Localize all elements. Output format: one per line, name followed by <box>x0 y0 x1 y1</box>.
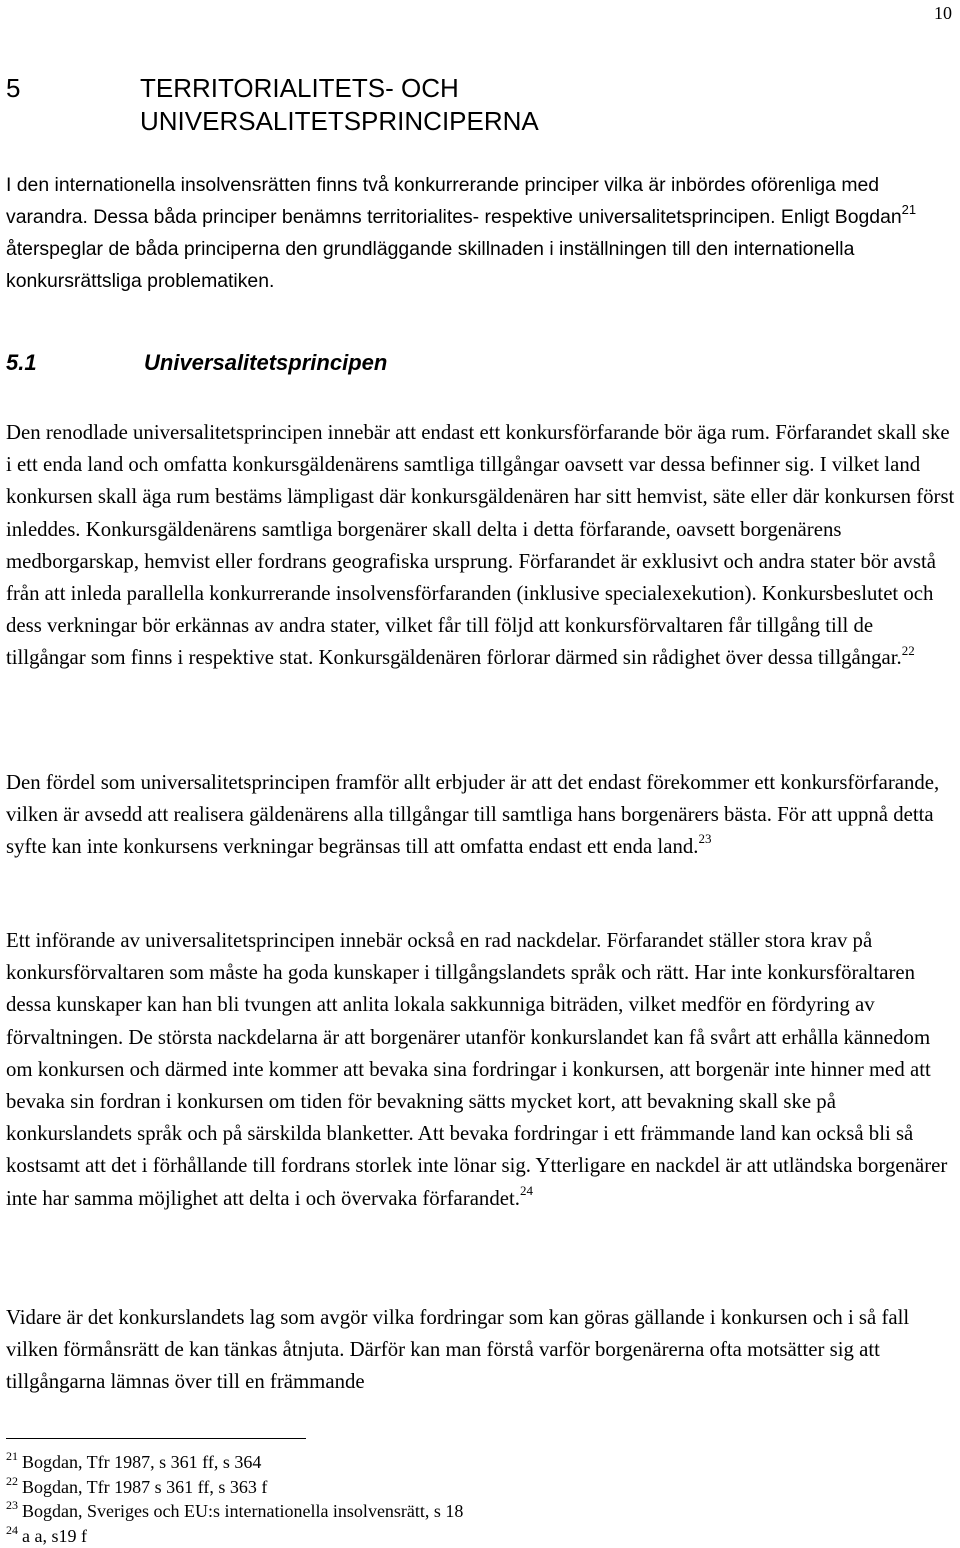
footnote-text: Bogdan, Sveriges och EU:s internationella insolvensrätt, s 18 <box>22 1501 463 1521</box>
footnote-24 <box>6 1524 463 1548</box>
footnotes <box>6 1450 463 1548</box>
intro-text-2: återspeglar de båda principerna den grundläggande skillnaden i inställningen till den internationella konkursrättsliga problematiken. <box>6 238 854 292</box>
footnote-23 <box>6 1499 463 1524</box>
paragraph-text: Den renodlade universalitetsprincipen innebär att endast ett konkursförfarande bör äga rum. Förfarandet skall ske i ett enda land och omfatta konkursgäldenärens samtliga tillgångar oavsett var dessa befinner sig. I vilket land konkursen skall äga rum bestäms lämpligast där konkursgäldenären har sitt hemvist, säte eller där konkursen först inleddes. Konkursgäldenärens samtliga borgenärer skall delta i detta förfarande, oavsett borgenärens medborgarskap, hemvist eller fordrans geografiska ursprung. Förfarandet är exklusivt och andra stater bör avstå från att inleda parallella konkurrerande insolvensförfaranden (inklusive specialexekution). Konkursbeslutet och dess verkningar bör erkännas av andra stater, vilket får till följd att konkursförvaltaren får tillgång till de tillgångar som finns i respektive stat. Konkursgäldenären förlorar därmed sin rådighet över dessa tillgångar. <box>6 421 954 669</box>
intro-paragraph <box>6 169 956 297</box>
paragraph-text: Den fördel som universalitetsprincipen framför allt erbjuder är att det endast förekommer ett konkursförfarande, vilken är avsedd att realisera gäldenärens alla tillgångar till samtliga hans borgenärers bästa. För att uppnå detta syfte kan inte konkursens verkningar begränsas till att omfatta endast ett enda land. <box>6 771 939 858</box>
paragraph-text: Vidare är det konkurslandets lag som avgör vilka fordringar som kan göras gällande i konkursen och i så fall vilken förmånsrätt de kan tänkas åtnjuta. Därför kan man förstå varför borgenärerna ofta motsätter sig att tillgångarna lämnas över till en främmande <box>6 1306 909 1393</box>
footnote-text: Bogdan, Tfr 1987 s 361 ff, s 363 f <box>22 1477 267 1497</box>
footnote-text: Bogdan, Tfr 1987, s 361 ff, s 364 <box>22 1452 261 1472</box>
section-number: 5.1 <box>6 350 37 376</box>
footnote-number: 22 <box>6 1469 18 1494</box>
footnote-divider <box>6 1438 306 1439</box>
chapter-number: 5 <box>6 72 20 105</box>
footnote-text: a a, s19 f <box>22 1526 87 1546</box>
body-paragraph-4 <box>6 1302 956 1399</box>
chapter-title: TERRITORIALITETS- OCH UNIVERSALITETSPRINCIPERNA <box>140 72 740 138</box>
footnote-21 <box>6 1450 463 1475</box>
footnote-ref-23: 23 <box>698 831 711 846</box>
footnote-ref-24: 24 <box>520 1183 533 1198</box>
footnote-22 <box>6 1475 463 1500</box>
body-paragraph-1 <box>6 417 956 675</box>
body-paragraph-3 <box>6 925 956 1215</box>
paragraph-text: Ett införande av universalitetsprincipen innebär också en rad nackdelar. Förfarandet ställer stora krav på konkursförvaltaren som måste ha goda kunskaper i tillgångslandets språk och rätt. Har inte konkursföraltaren dessa kunskaper kan han bli tvungen att anlita lokala sakkunniga biträden, vilket medför en fördyring av förvaltningen. De största nackdelarna är att borgenärer utanför konkurslandet kan få svårt att erhålla kännedom om konkursen och därmed inte kommer att bevaka sina fordringar i konkursen, att borgenär inte hinner med att bevaka sin fordran i konkursen om tiden för bevakning sätts mycket kort, att bevakning skall ske på konkurslandets språk och på särskilda blanketter. Att bevaka fordringar i ett främmande land kan också bli så kostsamt att det i förhållande till fordrans storlek inte lönar sig. Ytterligare en nackdel är att utländska borgenärer inte har samma möjlighet att delta i och övervaka förfarandet. <box>6 929 947 1210</box>
footnote-ref-21: 21 <box>902 202 916 217</box>
footnote-number: 24 <box>6 1518 18 1543</box>
page-number: 10 <box>934 3 952 24</box>
footnote-ref-22: 22 <box>902 643 915 658</box>
footnote-number: 21 <box>6 1444 18 1469</box>
section-title: Universalitetsprincipen <box>144 350 387 376</box>
footnote-number: 23 <box>6 1493 18 1518</box>
intro-text-1: I den internationella insolvensrätten finns två konkurrerande principer vilka är inbördes oförenliga med varandra. Dessa båda principer benämns territorialites- respektive universalitetsprincipen. Enligt Bogdan <box>6 174 902 228</box>
body-paragraph-2 <box>6 767 956 864</box>
